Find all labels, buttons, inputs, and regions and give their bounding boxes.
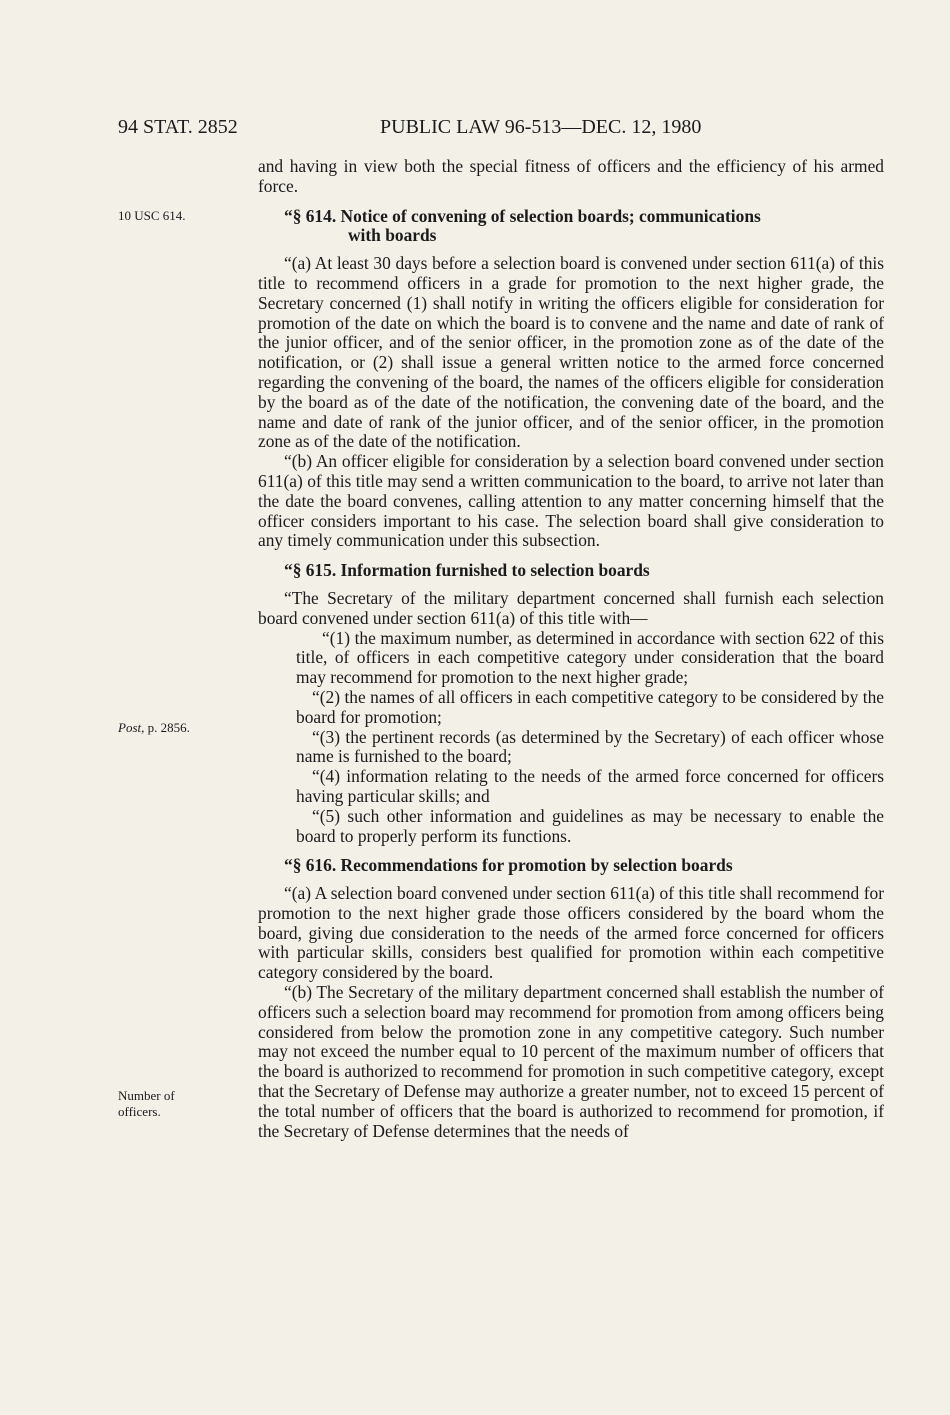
margin-note-post [118,720,238,736]
section-615-item-2-text: “(2) the names of all officers in each competitive category to be considered by the board for promotion; [296,686,884,727]
section-615-item-4 [258,767,884,807]
section-614-heading-line2: with boards [348,225,437,246]
section-614-para-a: “(a) At least 30 days before a selection board is convened under section 611(a) of this title to recommend officers in a grade for promotion to the next higher grade, the Secretary concerned (1) shall notify in writing the officers eligible for consideration for promotion of the date on which the board is to convene and the name and date of rank of the junior officer, and of the senior officer, in the promotion zone as of the date of the notification, or (2) shall issue a general written notice to the armed force concerned regarding the convening of the board, the names of the officers eligible for consideration by the board as of the date of the notification, the convening date of the board, and the name and date of rank of the junior officer, and of the senior officer, in the promotion zone as of the date of the notification. [258,253,884,452]
section-615-item-1 [258,629,884,688]
section-614-para-b: “(b) An officer eligible for consideration by a selection board convened under section 611(a) of this title may send a written communication to the board, to arrive not later than the date the board convenes, calling attention to any matter concerning himself that the officer considers important to his case. The selection board shall give consideration to any timely communication under this subsection. [258,451,884,551]
section-615-intro: “The Secretary of the military department concerned shall furnish each selection board convened under section 611(a) of this title with— [258,587,884,628]
running-head [118,112,888,142]
margin-note-post-page: p. 2856. [147,720,190,735]
section-615-item-4-text: “(4) information relating to the needs of the armed force concerned for officers having particular skills; and [296,766,884,806]
margin-note-number-of-officers: Number of officers. [118,1088,175,1119]
section-615-item-2 [258,688,884,728]
margin-note-usc-614: 10 USC 614. [118,208,186,223]
public-law-citation: PUBLIC LAW 96-513—DEC. 12, 1980 [380,116,702,138]
section-614-heading [258,207,884,247]
margin-note-post-prefix: Post, [118,720,145,735]
section-615-item-1-text: “(1) the maximum number, as determined in accordance with section 622 of this title, of officers in each competitive category under consideration that the board may recommend for promotion to the next higher grade; [296,627,884,688]
section-614-heading-line1: “§ 614. Notice of convening of selection boards; communications [284,205,761,226]
section-615-item-5 [258,807,884,847]
section-616-para-a: “(a) A selection board convened under section 611(a) of this title shall recommend for promotion to the next higher grade those officers considered by the board whom the board, giving due consideration to the needs of the armed force concerned for officers with particular skills, considers best qualified for promotion within each competitive category considered by the board. [258,883,884,983]
section-616-heading: “§ 616. Recommendations for promotion by selection boards [284,855,733,876]
opening-paragraph: and having in view both the special fitness of officers and the efficiency of his armed force. [258,156,884,196]
section-615-item-3 [258,728,884,768]
section-615-heading: “§ 615. Information furnished to selection boards [284,560,650,581]
section-615-item-5-text: “(5) such other information and guidelines as may be necessary to enable the board to properly perform its functions. [296,805,884,846]
section-616-para-b: “(b) The Secretary of the military department concerned shall establish the number of officers such a selection board may recommend for promotion from among officers being considered from below the promotion zone in any competitive category. Such number may not exceed the number equal to 10 percent of the maximum number of officers that the board is authorized to recommend for promotion in such competitive category, except that the Secretary of Defense may authorize a greater number, not to exceed 15 percent of the total number of officers that the board is authorized to recommend for promotion, if the Secretary of Defense determines that the needs of [258,982,884,1141]
section-615-item-3-text: “(3) the pertinent records (as determined by the Secretary) of each officer whose name is furnished to the board; [296,726,884,767]
stat-page-number: 94 STAT. 2852 [118,116,238,138]
body-text [258,157,884,1141]
